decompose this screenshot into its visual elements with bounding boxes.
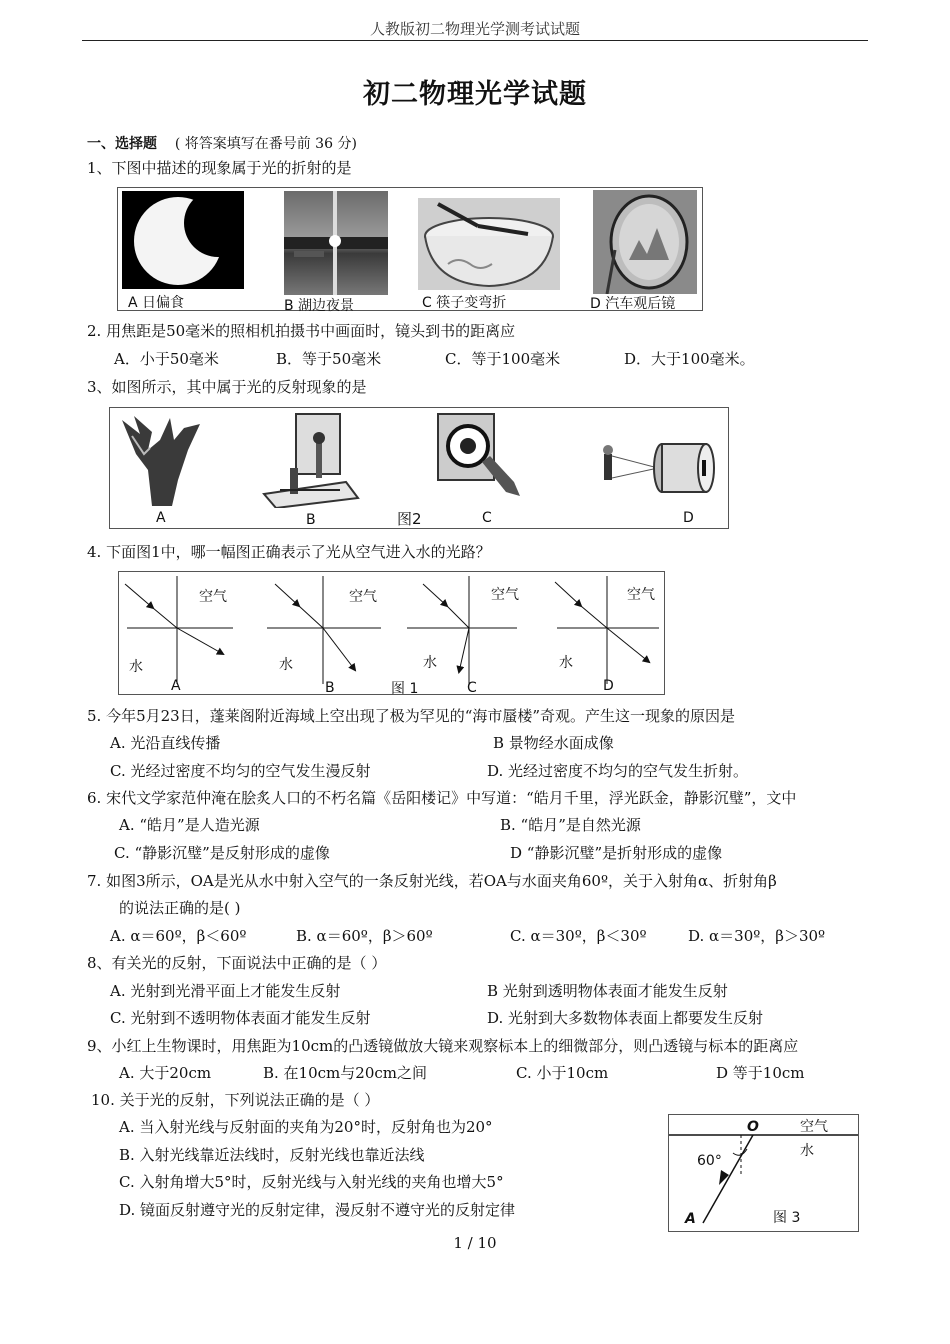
q10-option-c: C. 入射角增大5°时，反射光线与入射光线的夹角也增大5° <box>119 1173 504 1191</box>
reflection-diagram <box>669 1115 858 1231</box>
q4-water-d: 水 <box>559 655 573 671</box>
chopsticks-photo <box>418 198 560 290</box>
q5-option-a: A. 光沿直线传播 <box>110 734 221 752</box>
hand-shadow-image <box>114 410 210 510</box>
q4-stem: 4. 下面图1中，哪一幅图正确表示了光从空气进入水的光路？ <box>87 543 491 561</box>
q7-stem: 7. 如图3所示，OA是光从水中射入空气的一条反射光线，若OA与水面夹角60º，关于入射角α、折射角β <box>87 872 777 890</box>
q2-option-b: B．等于50毫米 <box>276 350 382 368</box>
q2-option-c: C．等于100毫米 <box>445 350 561 368</box>
q7-option-b: B. α＝60º，β＞60º <box>296 927 433 945</box>
q10-option-a: A. 当入射光线与反射面的夹角为20°时，反射角也为20° <box>119 1118 493 1136</box>
q8-option-d: D. 光射到大多数物体表面上都要发生反射 <box>487 1009 764 1027</box>
q8-option-a: A. 光射到光滑平面上才能发生反射 <box>110 982 341 1000</box>
q7-option-a: A. α＝60º，β＜60º <box>110 927 247 945</box>
q6-option-c: C. “静影沉璧”是反射形成的虚像 <box>114 844 330 862</box>
q4-air-d: 空气 <box>627 587 655 603</box>
q4-fig-label: 图 1 <box>391 681 419 697</box>
q4-water-b: 水 <box>279 657 293 673</box>
page-number: 1 / 10 <box>453 1234 497 1252</box>
q6-stem: 6. 宋代文学家范仲淹在脍炙人口的不朽名篇《岳阳楼记》中写道：“皓月千里，浮光跃金，静影沉璧”，文中 <box>87 789 797 807</box>
q2-stem: 2. 用焦距是50毫米的照相机拍摄书中画面时，镜头到书的距离应 <box>87 322 516 340</box>
q4-air-c: 空气 <box>491 587 519 603</box>
bowl-image <box>418 198 560 290</box>
q3-label-b: B <box>306 512 316 528</box>
q1-caption-a: A 日偏食 <box>128 295 185 311</box>
q4-water-c: 水 <box>423 655 437 671</box>
q3-label-a: A <box>156 510 166 526</box>
candle-mirror-image <box>260 412 360 508</box>
q4-label-d: D <box>603 678 614 694</box>
figure-3 <box>668 1114 859 1232</box>
fig3-point-o: O <box>747 1119 759 1135</box>
q4-air-b: 空气 <box>349 589 377 605</box>
q8-option-c: C. 光射到不透明物体表面才能发生反射 <box>110 1009 371 1027</box>
q9-option-a: A. 大于20cm <box>119 1064 212 1082</box>
q7-option-c: C. α＝30º，β＜30º <box>510 927 647 945</box>
fig3-angle: 60° <box>697 1153 722 1169</box>
fig3-air: 空气 <box>800 1119 828 1135</box>
q3-label-c: C <box>482 510 492 526</box>
q4-label-a: A <box>171 678 181 694</box>
magnifier-image <box>436 412 522 506</box>
q4-figure <box>118 571 665 695</box>
mirror-photo <box>593 190 697 294</box>
pinhole-camera-image <box>598 438 718 498</box>
q3-stem: 3、如图所示，其中属于光的反射现象的是 <box>87 378 367 396</box>
q9-option-b: B. 在10cm与20cm之间 <box>263 1064 427 1082</box>
fig3-label: 图 3 <box>773 1210 801 1226</box>
section-label: 一、选择题 <box>87 136 157 152</box>
q8-stem: 8、有关光的反射，下面说法中正确的是（ ） <box>87 954 387 972</box>
q4-label-c: C <box>467 680 477 696</box>
q10-option-b: B. 入射光线靠近法线时，反射光线也靠近法线 <box>119 1146 425 1164</box>
lake-night-photo <box>284 191 388 295</box>
q1-caption-d: D 汽车观后镜 <box>590 296 676 312</box>
q1-figure <box>117 187 703 314</box>
q4-air-a: 空气 <box>199 589 227 605</box>
q4-label-b: B <box>325 680 335 696</box>
q10-stem: 10. 关于光的反射，下列说法正确的是（ ） <box>91 1091 380 1109</box>
q5-option-c: C. 光经过密度不均匀的空气发生漫反射 <box>110 762 371 780</box>
mirror-image <box>593 190 697 294</box>
fig3-water: 水 <box>800 1143 814 1159</box>
q5-option-d: D. 光经过密度不均匀的空气发生折射。 <box>487 762 749 780</box>
q9-stem: 9、小红上生物课时，用焦距为10cm的凸透镜做放大镜来观察标本上的细微部分，则凸透镜与标本的距离应 <box>87 1037 799 1055</box>
q2-option-a: A．小于50毫米 <box>114 350 219 368</box>
fig3-point-a: A <box>685 1211 696 1227</box>
section-heading <box>87 137 357 151</box>
eclipse-photo <box>122 191 244 289</box>
q7-option-d: D. α＝30º，β＞30º <box>688 927 826 945</box>
q1-stem: 1、下图中描述的现象属于光的折射的是 <box>87 159 352 177</box>
q1-caption-b: B 湖边夜景 <box>284 298 355 314</box>
running-header: 人教版初二物理光学测考试试题 <box>369 20 580 38</box>
q2-option-d: D．大于100毫米。 <box>624 350 755 368</box>
q7-stem-2: 的说法正确的是( ) <box>119 899 241 917</box>
header-rule <box>82 40 868 41</box>
q6-option-b: B. “皓月”是自然光源 <box>500 816 641 834</box>
q9-option-c: C. 小于10cm <box>516 1064 609 1082</box>
eclipse-image <box>122 191 244 289</box>
q9-option-d: D 等于10cm <box>716 1064 805 1082</box>
q4-water-a: 水 <box>129 659 143 675</box>
lake-night-image <box>284 191 388 295</box>
q6-option-d: D “静影沉璧”是折射形成的虚像 <box>510 844 723 862</box>
q3-label-d: D <box>683 510 694 526</box>
q3-figure <box>109 407 729 529</box>
q6-option-a: A. “皓月”是人造光源 <box>119 816 260 834</box>
q5-stem: 5. 今年5月23日，蓬莱阁附近海域上空出现了极为罕见的“海市蜃楼”奇观。产生这一现象的原因是 <box>87 707 736 725</box>
q8-option-b: B 光射到透明物体表面才能发生反射 <box>487 982 728 1000</box>
q1-caption-c: C 筷子变弯折 <box>422 295 507 311</box>
q3-fig-label: 图2 <box>397 510 422 528</box>
page-title: 初二物理光学试题 <box>363 79 587 110</box>
q10-option-d: D. 镜面反射遵守光的反射定律，漫反射不遵守光的反射定律 <box>119 1201 516 1219</box>
q5-option-b: B 景物经水面成像 <box>493 734 614 752</box>
section-note: ( 将答案填写在番号前 36 分) <box>174 136 357 152</box>
